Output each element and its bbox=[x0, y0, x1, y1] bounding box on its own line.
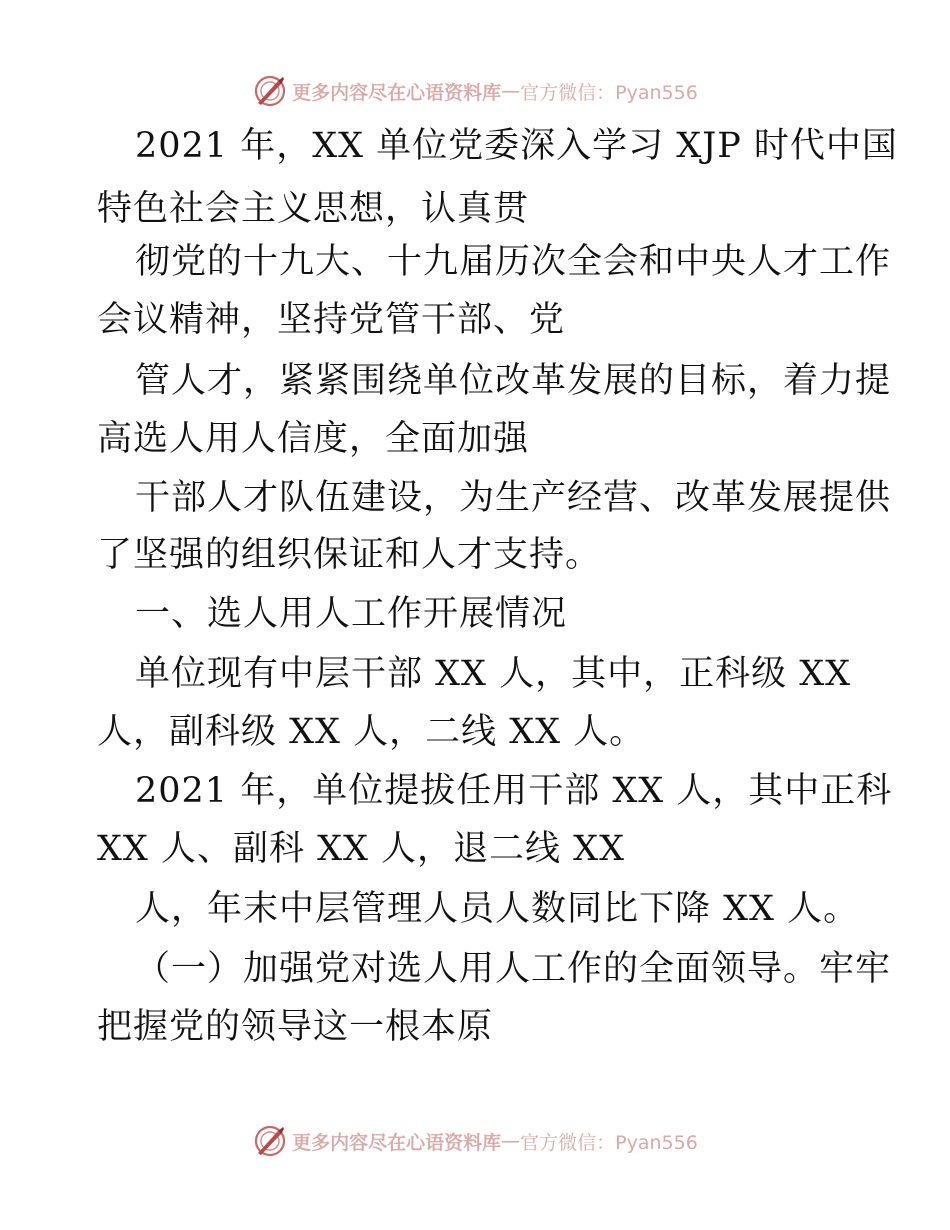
paragraph-line: 了坚强的组织保证和人才支持。 bbox=[97, 535, 602, 575]
watermark-dash: — bbox=[501, 1130, 521, 1152]
watermark-contact-text: 官方微信：Pyan556 bbox=[520, 1131, 698, 1154]
watermark-main-text: 更多内容尽在心语资料库 bbox=[292, 1131, 502, 1154]
paragraph-line: 管人才，紧紧围绕单位改革发展的目标，着力提 bbox=[135, 361, 892, 401]
paragraph-line: 单位现有中层干部 XX 人，其中，正科级 XX bbox=[135, 654, 852, 694]
paragraph-line: 把握党的领导这一根本原 bbox=[97, 1007, 494, 1047]
paragraph-line: 干部人才队伍建设，为生产经营、改革发展提供 bbox=[135, 478, 892, 518]
paragraph-line: 高选人用人信度，全面加强 bbox=[97, 419, 530, 459]
paragraph-line: 2021 年，单位提拔任用干部 XX 人，其中正科 bbox=[135, 771, 893, 811]
watermark-dash: — bbox=[501, 80, 521, 102]
paragraph-line: 彻党的十九大、十九届历次全会和中央人才工作 bbox=[135, 242, 892, 282]
footer-watermark bbox=[0, 1121, 950, 1161]
subsection-heading-line: （一）加强党对选人用人工作的全面领导。牢牢 bbox=[135, 949, 892, 989]
paragraph-line: 会议精神，坚持党管干部、党 bbox=[97, 300, 566, 340]
header-watermark bbox=[0, 71, 950, 111]
paragraph-line: 2021 年，XX 单位党委深入学习 XJP 时代中国 bbox=[135, 126, 898, 166]
quill-pen-logo-icon bbox=[252, 73, 288, 109]
paragraph-line: XX 人、副科 XX 人，退二线 XX bbox=[97, 829, 626, 869]
watermark-main-text: 更多内容尽在心语资料库 bbox=[292, 81, 502, 104]
section-heading: 一、选人用人工作开展情况 bbox=[135, 594, 568, 634]
paragraph-line: 人，副科级 XX 人，二线 XX 人。 bbox=[97, 712, 646, 752]
paragraph-line: 人，年末中层管理人员人数同比下降 XX 人。 bbox=[135, 889, 860, 929]
watermark-contact-text: 官方微信：Pyan556 bbox=[520, 81, 698, 104]
paragraph-line: 特色社会主义思想，认真贯 bbox=[97, 189, 530, 229]
quill-pen-logo-icon bbox=[252, 1123, 288, 1159]
